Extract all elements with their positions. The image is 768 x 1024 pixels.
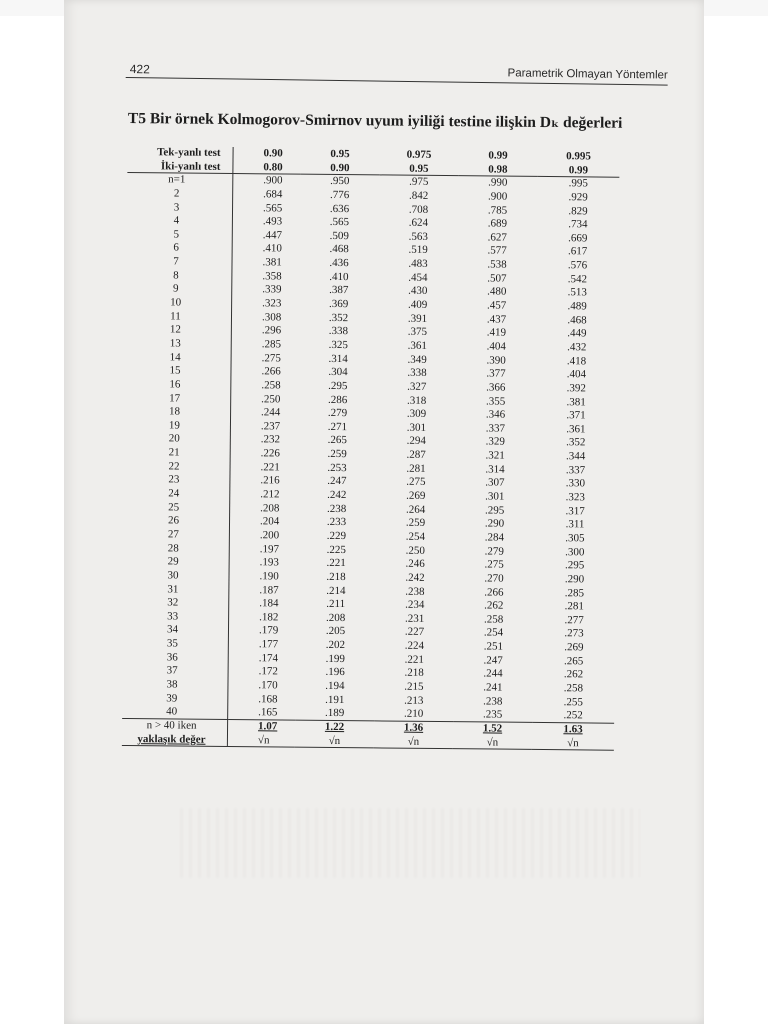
- sqrt-n-denominator: √n: [532, 736, 614, 750]
- table-cell: .929: [568, 191, 588, 204]
- table-cell: .221: [260, 461, 280, 474]
- table-cell: .317: [565, 504, 585, 518]
- table-cell: .254: [405, 530, 426, 543]
- approx-numerator: 1.52: [482, 722, 503, 735]
- table-cell: .950: [330, 175, 350, 188]
- table-cell: .307: [485, 476, 505, 490]
- table-cell: .325: [328, 338, 348, 352]
- table-cell: .197: [259, 542, 280, 556]
- table-cell: .449: [567, 327, 587, 340]
- row-n-label: 16: [125, 378, 231, 393]
- two-sided-level: 0.90: [300, 161, 379, 175]
- table-cell: .995: [568, 177, 588, 190]
- table-cell: .829: [568, 204, 588, 217]
- table-cell: .296: [261, 324, 282, 337]
- table-cell: .225: [326, 543, 346, 556]
- table-cell: .295: [484, 504, 505, 517]
- table-cell: .457: [486, 299, 507, 312]
- row-n-label: 10: [126, 296, 232, 311]
- table-cell: .285: [261, 338, 282, 351]
- approx-numerator: 1.36: [403, 721, 424, 734]
- one-sided-level: 0.95: [330, 147, 350, 161]
- table-cell: .305: [565, 532, 585, 545]
- row-n-label: 17: [125, 392, 231, 407]
- table-cell: .238: [405, 585, 425, 598]
- row-n-label: 8: [126, 269, 232, 284]
- table-cell: .563: [408, 230, 428, 243]
- table-cell: .410: [262, 242, 282, 255]
- table-cell: .277: [564, 613, 584, 627]
- show-through-shadow: [180, 808, 640, 878]
- table-cell: .237: [260, 420, 281, 433]
- table-cell: .265: [327, 434, 348, 447]
- table-cell: .193: [259, 556, 279, 569]
- table-cell: .684: [263, 188, 283, 201]
- table-cell: .285: [564, 586, 585, 599]
- table-cell: .432: [567, 341, 587, 354]
- row-n-label: 20: [125, 432, 231, 447]
- table-cell: .269: [406, 489, 426, 502]
- table-cell: .221: [404, 653, 424, 666]
- table-cell: .238: [483, 695, 503, 708]
- table-cell: .349: [407, 353, 427, 366]
- table-cell: .358: [262, 270, 282, 283]
- table-cell: .224: [404, 639, 425, 652]
- table-cell: .669: [568, 232, 588, 245]
- table-cell: .900: [487, 190, 508, 203]
- two-sided-label: İki-yanlı test: [127, 160, 233, 175]
- table-cell: .327: [407, 380, 427, 393]
- table-cell: .447: [262, 229, 283, 242]
- table-cell: .204: [259, 515, 280, 528]
- one-sided-level: 0.995: [566, 150, 591, 163]
- table-cell: .344: [565, 450, 586, 463]
- sqrt-n-denominator: √n: [295, 734, 374, 748]
- table-cell: .179: [258, 624, 279, 637]
- table-cell: .290: [564, 573, 585, 586]
- table-cell: .468: [329, 243, 349, 256]
- table-cell: .218: [326, 570, 346, 583]
- table-cell: .311: [565, 518, 585, 531]
- table-cell: .229: [326, 529, 347, 543]
- row-n-label: 38: [122, 678, 228, 693]
- table-cell: .234: [405, 598, 425, 612]
- table-cell: .390: [486, 354, 506, 367]
- table-cell: .258: [483, 613, 504, 626]
- table-cell: .271: [327, 420, 348, 433]
- table-cell: .279: [484, 545, 504, 558]
- table-cell: .507: [487, 272, 507, 285]
- table-cell: .208: [325, 611, 346, 624]
- table-cell: .202: [325, 638, 346, 652]
- table-cell: .286: [328, 393, 348, 406]
- row-n-label: 34: [123, 623, 229, 638]
- row-n-label: n=1: [127, 173, 233, 188]
- table-cell: .361: [407, 339, 427, 352]
- row-n-label: 2: [127, 187, 233, 202]
- table-cell: .275: [261, 351, 281, 365]
- table-cell: .253: [327, 461, 347, 474]
- table-cell: .218: [404, 667, 424, 680]
- one-sided-label: Tek-yanlı test: [128, 146, 234, 161]
- table-cell: .212: [260, 488, 280, 501]
- table-cell: .404: [486, 340, 506, 353]
- table-cell: .308: [261, 310, 282, 324]
- table-cell: .250: [405, 544, 425, 557]
- table-cell: .636: [329, 202, 350, 215]
- row-n-label: 36: [123, 651, 229, 666]
- table-cell: .339: [262, 283, 282, 296]
- table-cell: .275: [406, 476, 426, 489]
- table-cell: .338: [328, 325, 349, 338]
- row-n-label: 37: [123, 664, 229, 679]
- table-cell: .259: [327, 448, 347, 461]
- row-n-label: 26: [124, 514, 230, 529]
- table-cell: .191: [325, 693, 345, 706]
- table-cell: .509: [329, 229, 349, 242]
- approx-numerator: 1.22: [324, 720, 345, 734]
- row-n-label: 11: [126, 310, 232, 325]
- running-head: Parametrik Olmayan Yöntemler: [507, 67, 668, 82]
- table-cell: .177: [258, 638, 279, 651]
- table-cell: .251: [483, 640, 504, 653]
- table-cell: .565: [329, 216, 350, 229]
- row-n-label: 23: [124, 473, 230, 488]
- table-cell: .208: [260, 501, 280, 515]
- row-n-label: 24: [124, 487, 230, 502]
- table-cell: .990: [488, 176, 508, 189]
- row-n-label: 35: [123, 637, 229, 652]
- sqrt-n-denominator: √n: [228, 734, 295, 748]
- table-cell: .369: [328, 297, 349, 311]
- row-n-label: 19: [125, 419, 231, 434]
- table-cell: .430: [408, 285, 428, 298]
- table-cell: .231: [404, 612, 425, 625]
- table-cell: .975: [409, 175, 429, 189]
- table-cell: .264: [405, 503, 426, 516]
- row-n-label: 27: [124, 528, 230, 543]
- table-cell: .366: [486, 381, 506, 394]
- table-cell: .215: [404, 680, 424, 693]
- table-cell: .281: [564, 600, 584, 613]
- two-sided-level: 0.95: [379, 162, 458, 176]
- table-cell: .346: [485, 408, 506, 421]
- table-cell: .287: [406, 448, 426, 461]
- table-cell: .734: [568, 218, 588, 231]
- table-cell: .338: [407, 366, 427, 380]
- row-n-label: 7: [126, 255, 232, 270]
- table-cell: .624: [408, 216, 429, 230]
- table-cell: .174: [258, 651, 279, 665]
- table-cell: .391: [407, 312, 428, 325]
- table-cell: .489: [567, 300, 587, 313]
- row-n-label: 40: [122, 705, 228, 720]
- table-cell: .265: [564, 654, 584, 668]
- table-cell: .213: [404, 694, 424, 707]
- table-cell: .617: [567, 245, 588, 258]
- table-cell: .216: [260, 474, 280, 487]
- table-cell: .323: [262, 297, 282, 310]
- table-cell: .184: [259, 597, 279, 610]
- table-cell: .352: [566, 436, 586, 449]
- row-n-label: 30: [123, 569, 229, 584]
- table-cell: .258: [563, 682, 584, 695]
- table-cell: .262: [563, 668, 584, 681]
- table-title: T5 Bir örnek Kolmogorov-Smirnov uyum iyiliği testine ilişkin Dₖ değerleri: [127, 109, 623, 132]
- table-cell: .418: [566, 354, 587, 368]
- table-cell: .295: [328, 379, 348, 393]
- table-cell: .295: [564, 559, 585, 572]
- row-n-label: 9: [126, 282, 232, 297]
- table-cell: .330: [565, 477, 586, 490]
- table-cell: .235: [453, 708, 532, 722]
- table-cell: .242: [327, 488, 347, 502]
- table-cell: .266: [261, 365, 281, 378]
- table-cell: .301: [485, 490, 505, 503]
- approx-label-line1: n > 40 iken: [122, 719, 228, 734]
- one-sided-level: 0.975: [406, 148, 432, 161]
- row-n-label: 21: [125, 446, 231, 461]
- table-cell: .493: [262, 215, 283, 228]
- table-cell: .454: [408, 271, 428, 284]
- sqrt-n-denominator: √n: [453, 736, 532, 750]
- table-cell: .254: [483, 626, 504, 640]
- table-cell: .211: [326, 598, 346, 611]
- row-n-label: 22: [124, 460, 230, 475]
- table-cell: .247: [327, 475, 347, 488]
- row-n-label: 3: [127, 201, 233, 216]
- table-cell: .290: [484, 517, 505, 530]
- table-cell: .168: [258, 692, 278, 706]
- table-cell: .187: [259, 583, 279, 596]
- table-cell: .513: [567, 286, 587, 299]
- table-cell: .377: [486, 367, 506, 380]
- table-cell: .392: [566, 382, 587, 395]
- two-sided-level: 0.98: [458, 163, 537, 177]
- row-n-label: 33: [123, 610, 229, 625]
- table-cell: .314: [328, 352, 348, 365]
- table-cell: .244: [261, 406, 281, 419]
- table-cell: .371: [566, 409, 586, 422]
- table-cell: .233: [326, 516, 347, 529]
- table-cell: .337: [565, 463, 586, 477]
- table-cell: .258: [261, 379, 281, 392]
- table-cell: .227: [404, 626, 425, 639]
- approx-numerator: 1.63: [563, 723, 583, 736]
- table-cell: .281: [406, 462, 426, 475]
- table-cell: .785: [487, 204, 508, 217]
- table-cell: .381: [262, 256, 282, 269]
- table-cell: .436: [329, 257, 349, 270]
- table-cell: .196: [325, 666, 345, 679]
- table-cell: .262: [484, 599, 504, 612]
- table-cell: .255: [563, 695, 584, 709]
- row-n-label: 4: [127, 214, 233, 229]
- table-cell: .194: [325, 679, 345, 693]
- row-n-label: 12: [126, 323, 232, 338]
- one-sided-level: 0.90: [263, 147, 283, 160]
- table-cell: .205: [325, 625, 346, 638]
- table-cell: .577: [487, 244, 507, 258]
- table-cell: .480: [487, 285, 507, 299]
- sqrt-n-denominator: √n: [374, 735, 453, 749]
- two-sided-level: 0.99: [537, 164, 619, 178]
- table-cell: .410: [329, 270, 349, 283]
- table-cell: .294: [406, 435, 426, 448]
- row-n-label: 32: [123, 596, 229, 611]
- table-cell: .381: [566, 395, 586, 408]
- table-cell: .214: [326, 584, 346, 597]
- table-cell: .419: [486, 326, 507, 339]
- table-cell: .337: [485, 422, 506, 435]
- table-cell: .238: [326, 502, 347, 515]
- table-cell: .244: [483, 667, 503, 680]
- table-cell: .182: [259, 611, 279, 624]
- table-cell: .279: [327, 407, 348, 420]
- row-n-label: 28: [124, 542, 230, 557]
- table-cell: .226: [260, 447, 280, 460]
- table-cell: .273: [564, 627, 584, 640]
- table-cell: .210: [374, 708, 453, 722]
- row-n-label: 39: [122, 692, 228, 707]
- row-n-label: 29: [124, 555, 230, 570]
- row-n-label: 14: [126, 351, 232, 366]
- table-cell: .275: [484, 558, 504, 571]
- table-cell: .404: [566, 368, 587, 381]
- table-cell: .352: [328, 311, 349, 324]
- row-n-label: 13: [126, 337, 232, 352]
- table-cell: .270: [484, 572, 504, 585]
- table-cell: .409: [407, 298, 428, 311]
- table-cell: .190: [259, 570, 279, 583]
- table-cell: .321: [485, 449, 505, 462]
- row-n-label: 5: [127, 228, 233, 243]
- table-cell: .323: [565, 491, 585, 504]
- table-cell: .232: [260, 433, 281, 446]
- row-n-label: 6: [127, 241, 233, 256]
- row-n-label: 15: [125, 364, 231, 379]
- table-cell: .355: [486, 394, 506, 408]
- row-n-label: 31: [123, 582, 229, 597]
- table-cell: .259: [405, 516, 426, 530]
- table-cell: .900: [263, 174, 283, 187]
- table-cell: .242: [405, 571, 425, 584]
- approx-numerator: 1.07: [258, 720, 278, 733]
- table-cell: .538: [487, 258, 507, 271]
- table-cell: .776: [329, 188, 350, 202]
- table-cell: .387: [329, 284, 349, 297]
- table-cell: .483: [408, 257, 428, 271]
- table-cell: .689: [487, 217, 508, 230]
- table-cell: .246: [405, 557, 425, 571]
- table-cell: .329: [485, 435, 505, 449]
- table-cell: .576: [567, 259, 588, 272]
- table-cell: .437: [486, 313, 507, 326]
- table-cell: .200: [259, 529, 280, 542]
- table-cell: .199: [325, 652, 345, 665]
- table-cell: .221: [326, 557, 346, 570]
- one-sided-level: 0.99: [488, 149, 508, 162]
- table-cell: .266: [484, 585, 504, 599]
- ks-critical-values-table: [122, 146, 668, 751]
- table-cell: .247: [483, 654, 503, 667]
- table-cell: .284: [484, 531, 505, 544]
- table-cell: .519: [408, 244, 428, 257]
- table-cell: .172: [258, 665, 278, 678]
- table-cell: .300: [565, 545, 585, 558]
- approx-label-line2: yaklaşık değer: [122, 733, 228, 748]
- table-cell: .627: [487, 231, 507, 244]
- row-n-label: 18: [125, 405, 231, 420]
- table-cell: .318: [407, 394, 427, 407]
- table-cell: .361: [566, 423, 586, 436]
- table-cell: .314: [485, 463, 505, 476]
- page-number: 422: [129, 62, 150, 77]
- table-cell: .250: [261, 392, 281, 406]
- table-cell: .170: [258, 679, 278, 692]
- table-cell: .269: [564, 641, 584, 654]
- table-cell: .165: [228, 706, 295, 720]
- table-cell: .565: [262, 201, 283, 215]
- table-cell: .468: [567, 313, 587, 327]
- table-cell: .708: [408, 203, 429, 216]
- two-sided-level: 0.80: [233, 161, 300, 175]
- row-n-label: 25: [124, 501, 230, 516]
- table-cell: .241: [483, 681, 503, 694]
- table-cell: .542: [567, 272, 588, 286]
- table-cell: .304: [328, 366, 348, 379]
- table-cell: .375: [407, 326, 428, 339]
- table-cell: .301: [406, 421, 427, 434]
- table-cell: .252: [532, 709, 614, 723]
- table-cell: .309: [406, 407, 427, 421]
- table-cell: .842: [408, 189, 429, 202]
- table-cell: .189: [295, 707, 374, 721]
